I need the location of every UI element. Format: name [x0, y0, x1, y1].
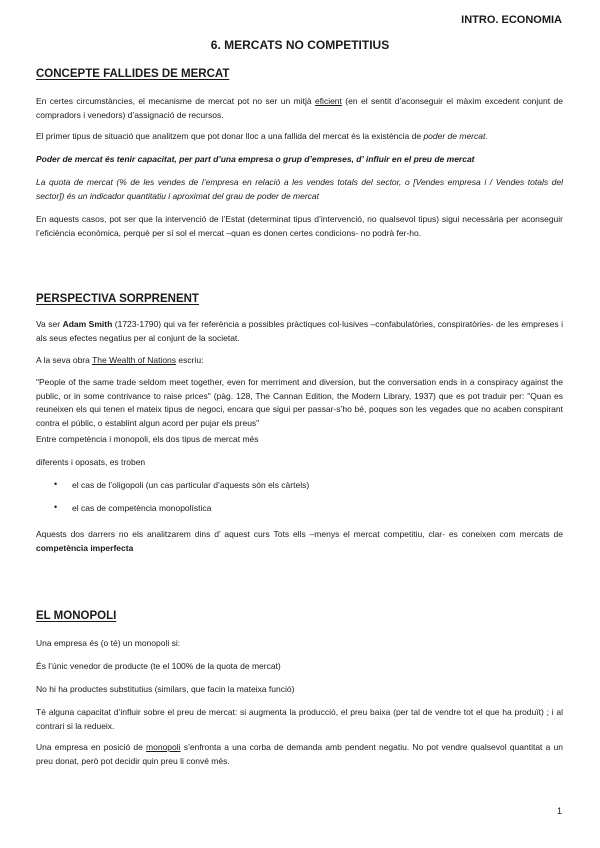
monopoli-link[interactable]: monopoli: [146, 742, 181, 752]
page-title: 6. MERCATS NO COMPETITIUS: [210, 38, 390, 52]
paragraph-primer-tipus: El primer tipus de situació que analitzem que pot donar lloc a una fallida del mercat és la existència de poder de mercat.: [36, 131, 488, 141]
paragraph-competencia-imperfecta: Aquests dos darrers no els analitzarem dins d’ aquest curs Tots ells –menys el mercat competitiu, clar- es coneixen com mercats de competència imperfecta: [36, 529, 563, 553]
paragraph-wealth-of-nations: A la seva obra The Wealth of Nations escriu:: [36, 355, 204, 365]
bullet-icon: •: [54, 502, 58, 512]
paragraph-diferents-oposats: diferents i oposats, es troben: [36, 457, 146, 467]
paragraph-monopoli-si: Una empresa és (o té) un monopoli si:: [36, 638, 181, 648]
section-heading-fallides: CONCEPTE FALLIDES DE MERCAT: [36, 68, 230, 80]
bullet-icon: •: [54, 479, 58, 489]
eficient-link[interactable]: eficient: [314, 96, 342, 106]
section-heading-perspectiva: PERSPECTIVA SORPRENENT: [36, 293, 199, 305]
paragraph-corba-demanda: Una empresa en posició de monopoli s’enfronta a una corba de demanda amb pendent negatiu. No pot vendre qualsevol quantitat a un preu donat, però pot decidir quin preu li convé més.: [36, 742, 563, 766]
wealth-of-nations-link[interactable]: The Wealth of Nations: [92, 355, 177, 365]
page-number: 1: [556, 806, 562, 816]
section-heading-monopoli: EL MONOPOLI: [36, 610, 117, 622]
definition-poder-mercat: Poder de mercat és tenir capacitat, per part d’una empresa o grup d’empreses, d’ influir en el preu de mercat: [36, 154, 475, 164]
paragraph-capacitat-influir: Té alguna capacitat d’influir sobre el preu de mercat: si augmenta la producció, el preu baixa (per tal de vendre tot el que ha produït) ; i al contrari si la redueix.: [36, 707, 563, 731]
course-header: INTRO. ECONOMIA: [461, 14, 562, 26]
paragraph-sense-substitutius: No hi ha productes substitutius (similars, que facin la mateixa funció): [36, 684, 295, 694]
list-item-competencia-monopolistica: el cas de competència monopolística: [72, 503, 212, 513]
paragraph-quota-mercat: La quota de mercat (% de les vendes de l’empresa en relació a les vendes totals del sector, o [Vendes empresa i / Vendes totals del sector]) és un indicador quantitatiu i aproximat del grau de poder de mercat: [36, 177, 563, 201]
quote-adam-smith: "People of the same trade seldom meet together, even for merriment and diversion, but the conversation ends in a conspiracy against the public, or in some contrivance to raise prices" (pàg. 128, The Cannan Edition, the Modern Library, 1937) que es pot traduir per: "Quan es reuneixen els qui tenen el mateix tipus de negoci, encara que sigui per passar-s’ho bé, poques son les vegades que no acaben conspirant contra el públic, o establint algun acord per pujar els preus": [36, 377, 563, 428]
paragraph-adam-smith: Va ser Adam Smith (1723-1790) qui va fer referència a possibles pràctiques col·lusives –confabulatòries, conspiratòries- de les empreses i als seus efectes negatius per al conjunt de la societat.: [36, 319, 564, 343]
paragraph-unic-venedor: És l’únic venedor de producte (te el 100% de la quota de mercat): [36, 661, 281, 671]
paragraph-intervencio-estat: En aquests casos, pot ser que la intervenció de l’Estat (determinat tipus d’intervenció, no qualsevol tipus) sigui necessària per aconseguir l’eficiència econòmica, perquè per sí sol el mercat –quan es donen certes condicions- no podrà fer-ho.: [36, 214, 563, 238]
paragraph-mecanisme: En certes circumstàncies, el mecanisme de mercat pot no ser un mitjà eficient (en el sentit d’aconseguir el màxim excedent conjunt de compradors i venedors) d’assignació de recursos.: [36, 96, 563, 120]
list-item-oligopoli: el cas de l’oligopoli (un cas particular d’aquests són els càrtels): [72, 480, 310, 490]
paragraph-entre-competencia: Entre competència i monopoli, els dos tipus de mercat més: [36, 434, 259, 444]
